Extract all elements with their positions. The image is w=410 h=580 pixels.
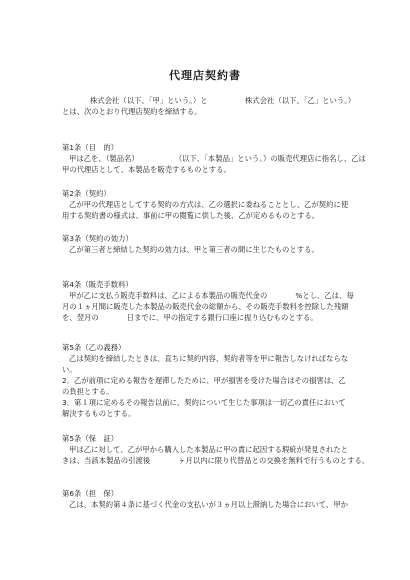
article-5-warranty-line: きは、当該本製品の引渡後 ヶ月以内に限り代替品との交換を無料で行うものとする。: [62, 456, 370, 465]
intro-line-1b: 株式会社（以下、「乙」という。）: [245, 96, 356, 105]
article-4-heading: 第4条（販売手数料）: [62, 280, 133, 289]
article-6-heading: 第6条（担 保）: [62, 489, 119, 498]
intro-line-1a: 株式会社（以下、「甲」という。）と: [90, 96, 208, 105]
article-5-warranty-line: 甲は乙に対して、乙が甲から購入した本製品に甲の責に起因する瑕疵が発見されたと: [69, 445, 349, 454]
article-2-line: 乙が甲の代理店としてする契約の方式は、乙の選択に委ねることとし、乙が契約に使: [69, 200, 349, 209]
article-5-warranty-heading: 第5条（保 証）: [62, 434, 119, 443]
article-1-line: 甲の代理店として、本製品を販売するものとする。: [62, 165, 231, 174]
article-4-line: 甲が乙に支払う販売手数料は、乙による本製品の販売代金の %とし、乙は、毎: [69, 291, 354, 300]
article-5-line: 乙は契約を締結したときは、直ちに契約内容、契約者等を甲に報告しなければならな: [69, 354, 349, 363]
article-5-line: 解決するものとする。: [62, 409, 136, 418]
article-2-line: 用する契約書の様式は、事前に甲の閲覧に供した後、乙が定めるものとする。: [62, 211, 320, 220]
article-2-heading: 第2条（契約）: [62, 189, 111, 198]
article-5-line: 2．乙が前項に定める報告を遅滞したために、甲が損害を受けた場合はその損害は、乙: [62, 376, 346, 385]
article-5-line: の負担とする。: [62, 387, 114, 396]
article-5-line: い。: [62, 365, 77, 374]
article-4-line: を、翌月の 日までに、甲の指定する銀行口座に振り込むものとする。: [62, 313, 318, 322]
article-1-heading: 第1条（目 的）: [62, 143, 119, 152]
article-4-line: 月の１ヵ月間に販売した本製品の販売代金の総額から、その販売手数料を控除した残額: [62, 302, 349, 311]
intro-line-2: とは、次のとおり代理店契約を締結する。: [62, 107, 202, 116]
document-title: 代理店契約書: [169, 69, 241, 82]
article-1-line: 甲は乙を、（製品名） （以下、「本製品」という。）の販売代理店に指名し、乙は: [69, 154, 366, 163]
article-3-heading: 第3条（契約の効力）: [62, 234, 133, 243]
article-3-line: 乙が第三者と締結した契約の効力は、甲と第三者の間に生じたものとする。: [69, 245, 319, 254]
article-6-line: 乙は、本契約第４条に基づく代金の支払いが３ヵ月以上滞納した場合において、甲か: [69, 500, 349, 509]
article-5-line: 3．第１項に定めるその報告以前に、契約について生じた事項は一切乙の責任において: [62, 398, 346, 407]
article-5-heading: 第5条（乙の義務）: [62, 343, 126, 352]
